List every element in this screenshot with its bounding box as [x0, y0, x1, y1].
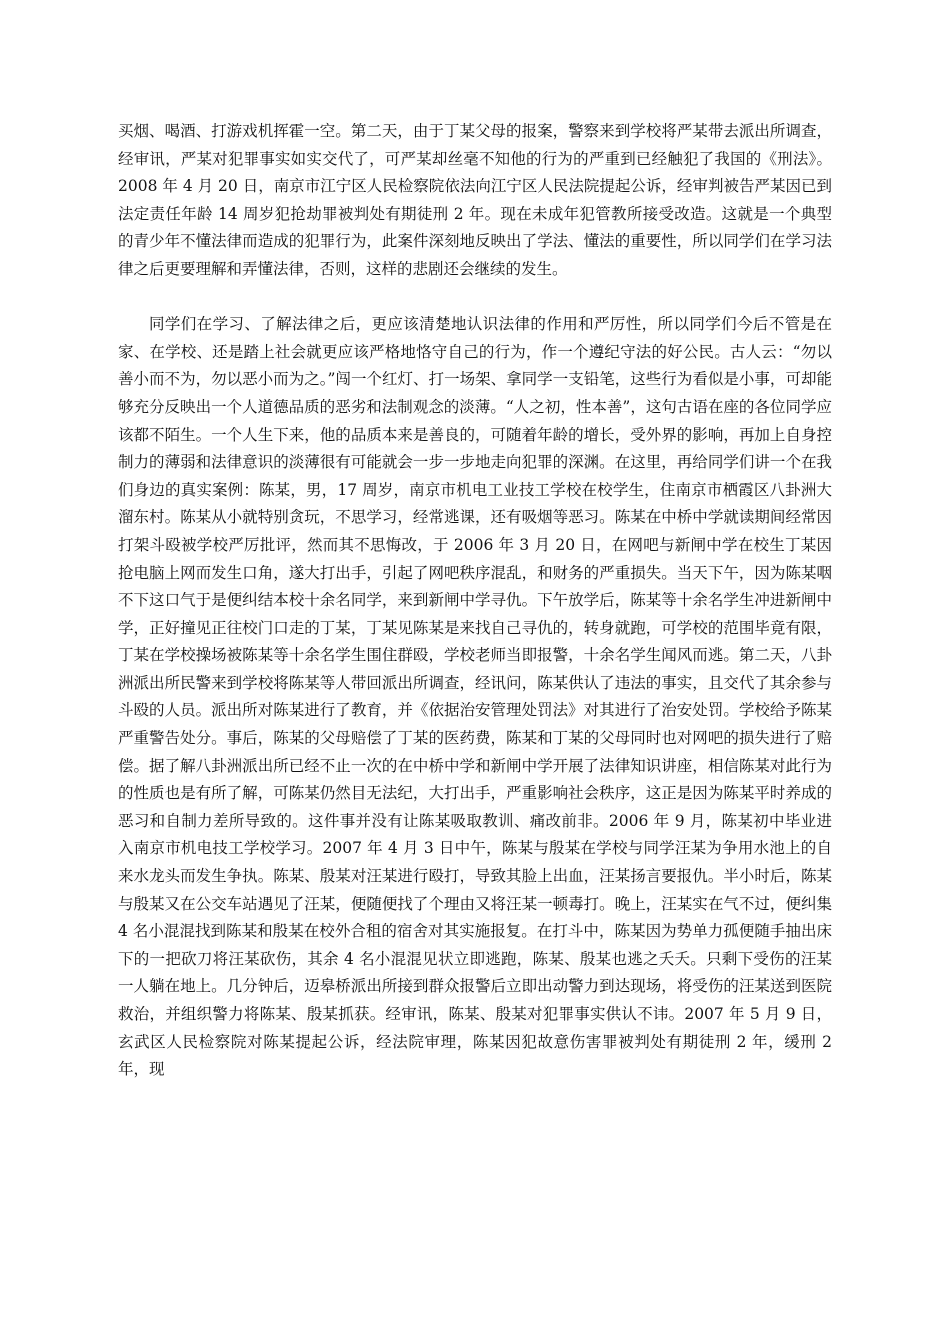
paragraph-2: 同学们在学习、了解法律之后，更应该清楚地认识法律的作用和严厉性，所以同学们今后不管是在家、在学校、还是踏上社会就更应该严格地恪守自己的行为，作一个遵纪守法的好公民。古人云：“勿以善小而不为，勿以恶小而为之。”闯一个红灯、打一场架、拿同学一支铅笔，这些行为看似是小事，可却能够充分反映出一个人道德品质的恶劣和法制观念的淡薄。“人之初，性本善”，这句古语在座的各位同学应该都不陌生。一个人生下来，他的品质本来是善良的，可随着年龄的增长，受外界的影响，再加上自身控制力的薄弱和法律意识的淡薄很有可能就会一步一步地走向犯罪的深渊。在这里，再给同学们讲一个在我们身边的真实案例：陈某，男，17 周岁，南京市机电工业技工学校在校学生，住南京市栖霞区八卦洲大溜东村。陈某从小就特别贪玩，不思学习，经常逃课，还有吸烟等恶习。陈某在中桥中学就读期间经常因打架斗殴被学校严厉批评，然而其不思悔改，于 2006 年 3 月 20 日，在网吧与新闸中学在校生丁某因抢电脑上网而发生口角，遂大打出手，引起了网吧秩序混乱，和财务的严重损失。当天下午，因为陈某咽不下这口气于是便纠结本校十余名同学，来到新闸中学寻仇。下午放学后，陈某等十余名学生冲进新闸中学，正好撞见正往校门口走的丁某，丁某见陈某是来找自己寻仇的，转身就跑，可学校的范围毕竟有限，丁某在学校操场被陈某等十余名学生围住群殴，学校老师当即报警，十余名学生闻风而逃。第二天，八卦洲派出所民警来到学校将陈某等人带回派出所调查，经讯问，陈某供认了违法的事实，且交代了其余参与斗殴的人员。派出所对陈某进行了教育，并《依据治安管理处罚法》对其进行了治安处罚。学校给予陈某严重警告处分。事后，陈某的父母赔偿了丁某的医药费，陈某和丁某的父母同时也对网吧的损失进行了赔偿。据了解八卦洲派出所已经不止一次的在中桥中学和新闸中学开展了法律知识讲座，相信陈某对此行为的性质也是有所了解，可陈某仍然目无法纪，大打出手，严重影响社会秩序，这正是因为陈某平时养成的恶习和自制力差所导致的。这件事并没有让陈某吸取教训、痛改前非。2006 年 9 月，陈某初中毕业进入南京市机电技工学校学习。2007 年 4 月 3 日中午，陈某与殷某在学校与同学汪某为争用水池上的自来水龙头而发生争执。陈某、殷某对汪某进行殴打，导致其脸上出血，汪某扬言要报仇。半小时后，陈某与殷某又在公交车站遇见了汪某，便随便找了个理由又将汪某一顿毒打。晚上，汪某实在气不过，便纠集 4 名小混混找到陈某和殷某在校外合租的宿舍对其实施报复。在打斗中，陈某因为势单力孤便随手抽出床下的一把砍刀将汪某砍伤，其余 4 名小混混见状立即逃跑，陈某、殷某也逃之夭夭。只剩下受伤的汪某一人躺在地上。几分钟后，迈皋桥派出所接到群众报警后立即出动警力到达现场，将受伤的汪某送到医院救治，并组织警力将陈某、殷某抓获。经审讯，陈某、殷某对犯罪事实供认不讳。2007 年 5 月 9 日，玄武区人民检察院对陈某提起公诉，经法院审理，陈某因犯故意伤害罪被判处有期徒刑 2 年，缓刑 2 年，现: [118, 315, 832, 1079]
document-page: [118, 118, 832, 1084]
paragraph-1: 买烟、喝酒、打游戏机挥霍一空。第二天，由于丁某父母的报案，警察来到学校将严某带去派出所调查，经审讯，严某对犯罪事实如实交代了，可严某却丝毫不知他的行为的严重到已经触犯了我国的《刑法》。2008 年 4 月 20 日，南京市江宁区人民检察院依法向江宁区人民法院提起公诉，经审判被告严某因已到法定责任年龄 14 周岁犯抢劫罪被判处有期徒刑 2 年。现在未成年犯管教所接受改造。这就是一个典型的青少年不懂法律而造成的犯罪行为，此案件深刻地反映出了学法、懂法的重要性，所以同学们在学习法律之后更要理解和弄懂法律，否则，这样的悲剧还会继续的发生。: [118, 122, 832, 278]
paragraph-spacer: [118, 284, 832, 312]
